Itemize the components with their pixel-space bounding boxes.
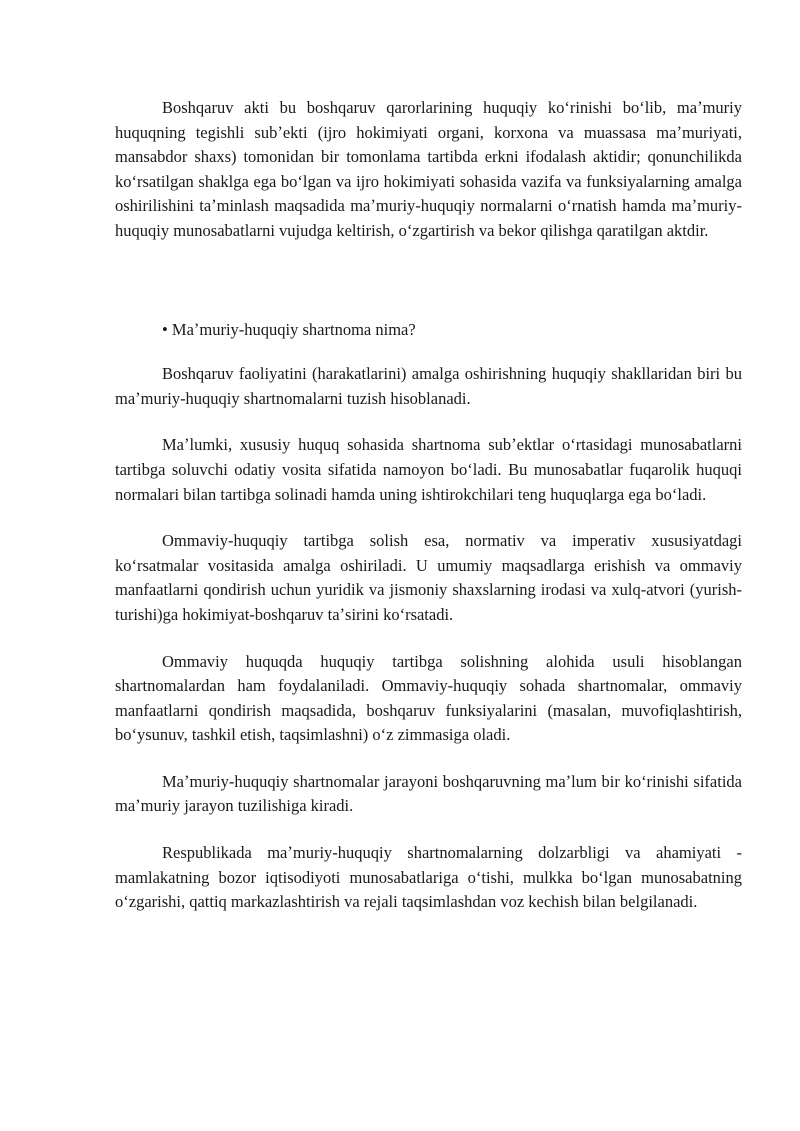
- bullet-question: • Maʼmuriy-huquqiy shartnoma nima?: [162, 319, 416, 339]
- paragraph: Boshqaruv akti bu boshqaruv qarorlarining huquqiy koʻrinishi boʻlib, maʼmuriy huquqning tegishli subʼekti (ijro hokimiyati organi, korxona va muassasa maʼmuriyati, mansabdor shaxs) tomonidan bir tomonlama tartibda erkni ifodalash aktidir; qonunchilikda koʻrsatilgan shaklga ega boʻlgan va ijro hokimiyati sohasida vazifa va funksiyalarning amalga oshirilishini taʼminlash maqsadida maʼmuriy-huquqiy normalarni oʻrnatish hamda maʼmuriy-huquqiy munosabatlarni vujudga keltirish, oʻzgartirish va bekor qilishga qaratilgan aktdir.: [115, 98, 742, 240]
- paragraph: Respublikada maʼmuriy-huquqiy shartnomalarning dolzarbligi va ahamiyati - mamlakatning bozor iqtisodiyoti munosabatlariga oʻtishi, mulkka boʻlgan munosabatning oʻzgarishi, qattiq markazlashtirish va rejali taqsimlashdan voz kechish bilan belgilanadi.: [115, 843, 742, 912]
- paragraph: Maʼlumki, xususiy huquq sohasida shartnoma subʼektlar oʻrtasidagi munosabatlarni tartibga soluvchi odatiy vosita sifatida namoyon boʻladi. Bu munosabatlar fuqarolik huquqi normalari bilan tartibga solinadi hamda uning ishtirokchilari teng huquqlarga ega boʻladi.: [115, 435, 742, 504]
- paragraph: Maʼmuriy-huquqiy shartnomalar jarayoni boshqaruvning maʼlum bir koʻrinishi sifatida maʼmuriy jarayon tuzilishiga kiradi.: [115, 771, 742, 816]
- paragraph: Boshqaruv faoliyatini (harakatlarini) amalga oshirishning huquqiy shakllaridan biri bu maʼmuriy-huquqiy shartnomalarni tuzish hisoblanadi.: [115, 364, 742, 408]
- paragraph: Ommaviy huquqda huquqiy tartibga solishning alohida usuli hisoblangan shartnomalardan ham foydalaniladi. Ommaviy-huquqiy sohada shartnomalar, ommaviy manfaatlarni qondirish maqsadida, boshqaruv funksiyalarini (masalan, muvofiqlashtirish, boʻysunuv, tashkil etish, taqsimlashni) oʻz zimmasiga oladi.: [115, 651, 742, 745]
- document-page: [115, 96, 742, 915]
- paragraph: Ommaviy-huquqiy tartibga solish esa, normativ va imperativ xususiyatdagi koʻrsatmalar vositasida amalga oshiriladi. U umumiy maqsadlarga erishish va ommaviy manfaatlarni qondirish uchun yuridik va jismoniy shaxslarning irodasi va xulq-atvori (yurish-turishi)ga hokimiyat-boshqaruv taʼsirini koʻrsatadi.: [115, 531, 742, 624]
